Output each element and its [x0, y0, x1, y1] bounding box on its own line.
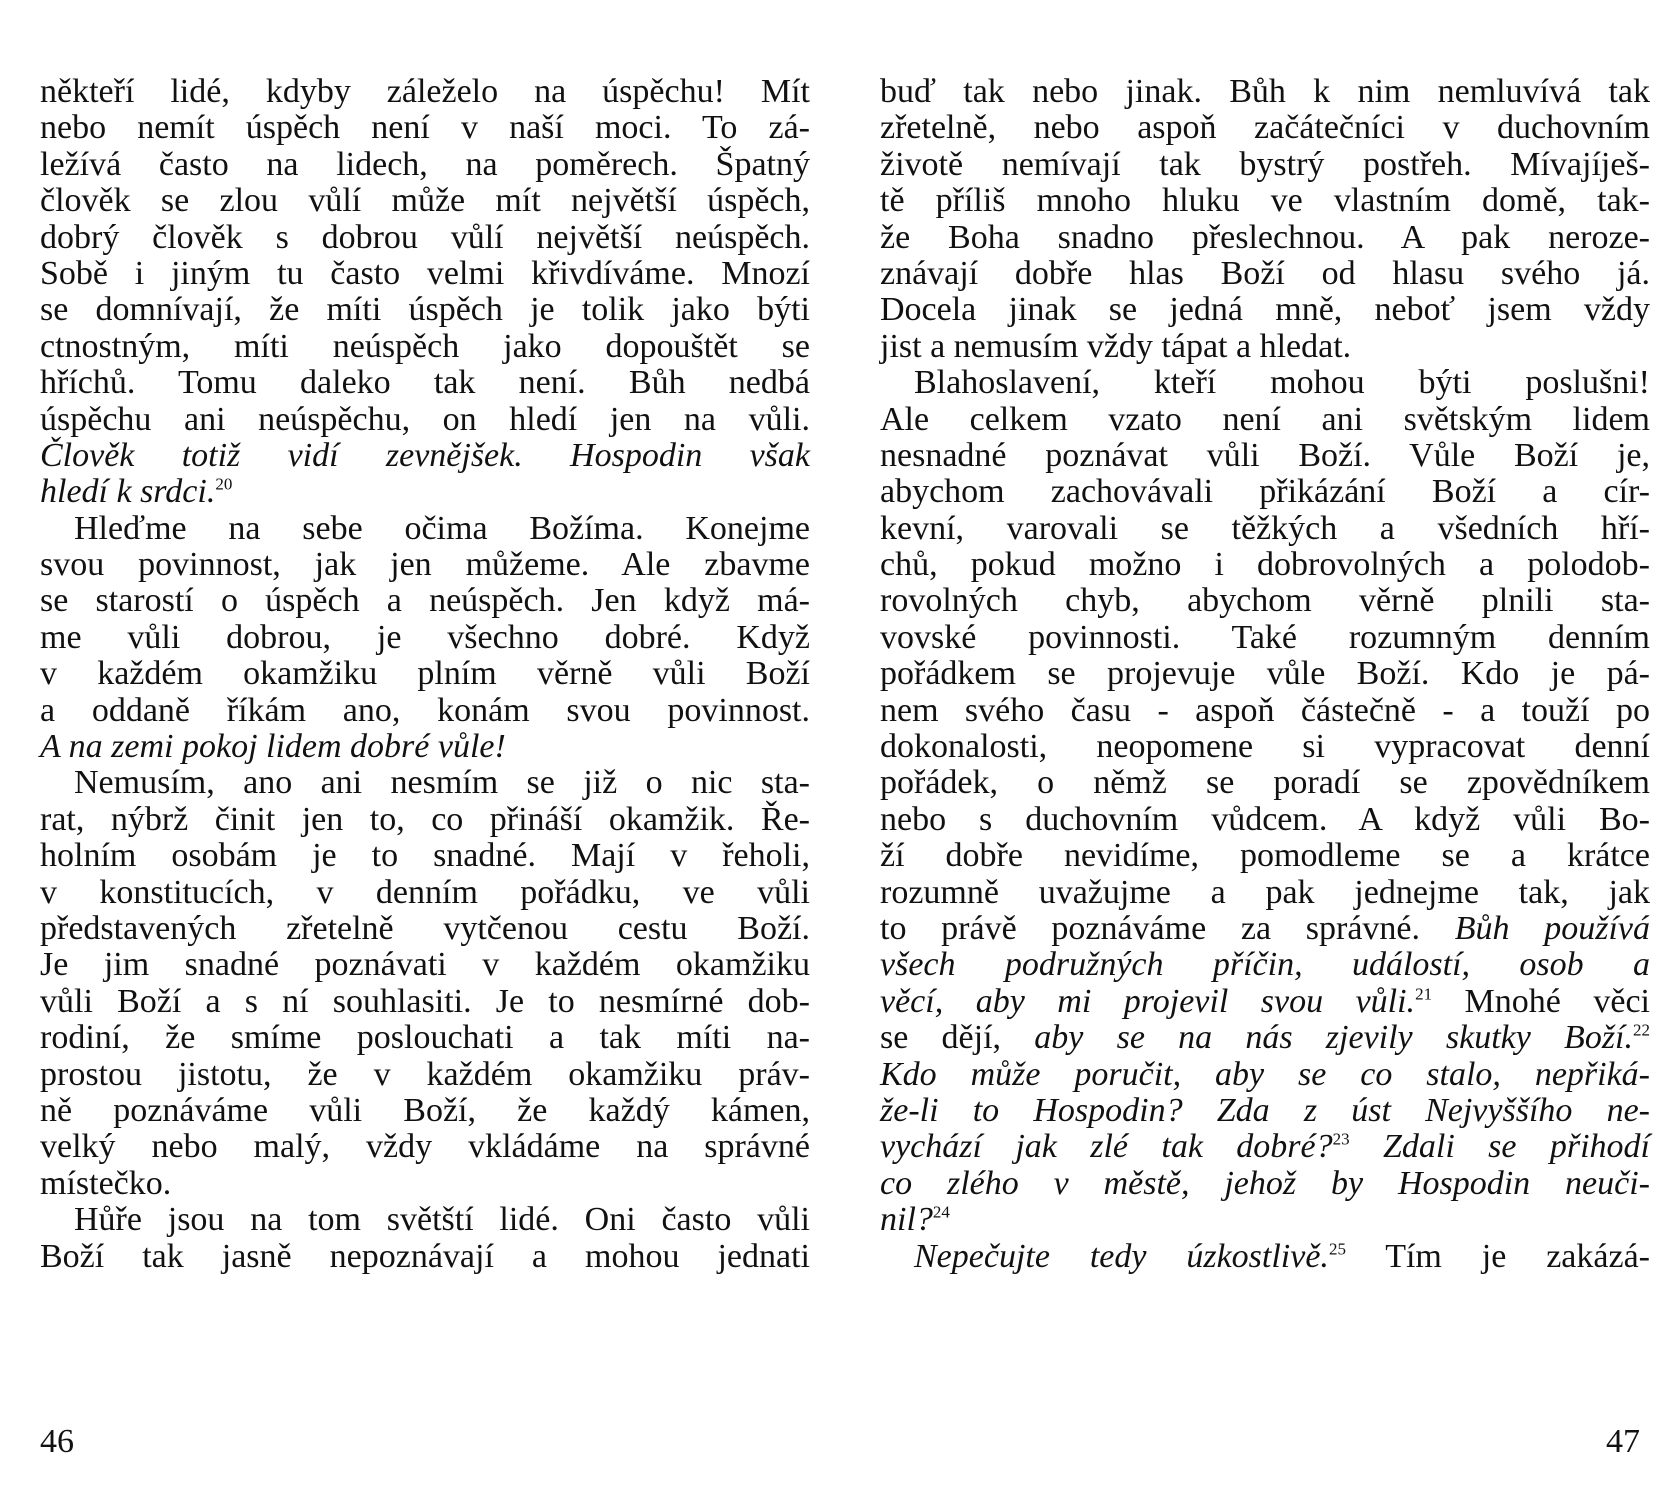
- text-line: [40, 1057, 810, 1093]
- text-segment: rovolných chyb, abychom věrně plnili sta-: [880, 582, 1650, 620]
- text-segment: člověk se zlou vůlí může mít největší úspěch,: [40, 182, 810, 220]
- footnote-marker: 20: [215, 474, 233, 494]
- text-segment: ležívá často na lidech, na poměrech. Špatný: [40, 145, 810, 183]
- text-line: [40, 1093, 810, 1129]
- text-segment: a oddaně říkám ano, konám svou povinnost.: [40, 691, 810, 729]
- text-line: [880, 1202, 1650, 1238]
- text-line: [40, 256, 810, 292]
- text-line: [880, 765, 1650, 801]
- text-segment: Sobě i jiným tu často velmi křivdíváme. Mnozí: [40, 254, 810, 292]
- text-line: [880, 729, 1650, 765]
- text-segment: Člověk totiž vidí zevnějšek. Hospodin však: [40, 436, 810, 474]
- left-page-text: [40, 74, 810, 1275]
- text-segment: kevní, varovali se těžkých a všedních hří-: [880, 509, 1650, 547]
- text-segment: velký nebo malý, vždy vkládáme na správné: [40, 1128, 810, 1166]
- text-line: [880, 838, 1650, 874]
- text-line: [40, 74, 810, 110]
- text-segment: prostou jistotu, že v každém okamžiku práv-: [40, 1055, 810, 1093]
- text-segment: nil?: [880, 1201, 933, 1239]
- text-line: [880, 292, 1650, 328]
- text-line: [880, 1129, 1650, 1165]
- text-line: [40, 947, 810, 983]
- text-line: [880, 547, 1650, 583]
- text-segment: Blahoslavení, kteří mohou býti poslušni!: [914, 364, 1650, 402]
- text-segment: se domnívají, že míti úspěch je tolik jako býti: [40, 291, 810, 329]
- footnote-marker: 21: [1415, 984, 1433, 1004]
- text-segment: se starostí o úspěch a neúspěch. Jen když má-: [40, 582, 810, 620]
- text-segment: jist a nemusím vždy tápat a hledat.: [880, 327, 1352, 365]
- text-segment: představených zřetelně vytčenou cestu Boží.: [40, 909, 810, 947]
- text-segment: holním osobám je to snadné. Mají v řeholi,: [40, 837, 810, 875]
- text-segment: místečko.: [40, 1164, 172, 1202]
- text-line: [40, 583, 810, 619]
- text-segment: rodiní, že smíme poslouchati a tak míti na-: [40, 1019, 810, 1057]
- text-line: [40, 1166, 810, 1202]
- text-line: [880, 875, 1650, 911]
- text-line: [40, 875, 810, 911]
- page-number-left: 46: [40, 1423, 74, 1460]
- left-page: [40, 60, 810, 1480]
- text-line: [40, 220, 810, 256]
- text-segment: Ale celkem vzato není ani světským lidem: [880, 400, 1650, 438]
- text-segment: ží dobře nevidíme, pomodleme se a krátce: [880, 837, 1650, 875]
- text-segment: aby se na nás zjevily skutky Boží.: [1034, 1019, 1633, 1057]
- text-line: [40, 365, 810, 401]
- text-segment: me vůli dobrou, je všechno dobré. Když: [40, 618, 810, 656]
- text-line: [40, 110, 810, 146]
- text-segment: abychom zachovávali přikázání Boží a cír-: [880, 473, 1650, 511]
- text-line: [40, 402, 810, 438]
- text-segment: nebo nemít úspěch není v naší moci. To zá-: [40, 109, 810, 147]
- text-segment: vovské povinnosti. Také rozumným denním: [880, 618, 1650, 656]
- text-line: [880, 1057, 1650, 1093]
- text-segment: Kdo může poručit, aby se co stalo, nepřiká-: [880, 1055, 1650, 1093]
- text-line: [40, 984, 810, 1020]
- text-line: [40, 329, 810, 365]
- text-line: [40, 693, 810, 729]
- footnote-marker: 24: [932, 1202, 950, 1222]
- text-line: [40, 729, 810, 765]
- text-segment: hříchů. Tomu daleko tak není. Bůh nedbá: [40, 364, 810, 402]
- text-line: [880, 474, 1650, 510]
- text-segment: chů, pokud možno i dobrovolných a polodob-: [880, 546, 1650, 584]
- text-line: [40, 656, 810, 692]
- text-segment: věcí, aby mi projevil svou vůli.: [880, 982, 1416, 1020]
- text-segment: ně poznáváme vůli Boží, že každý kámen,: [40, 1091, 810, 1129]
- text-line: [880, 984, 1650, 1020]
- text-line: [880, 402, 1650, 438]
- text-segment: co zlého v městě, jehož by Hospodin neuči-: [880, 1164, 1650, 1202]
- text-line: [880, 1093, 1650, 1129]
- text-line: [880, 947, 1650, 983]
- text-line: [40, 1020, 810, 1056]
- text-line: [880, 802, 1650, 838]
- text-segment: všech podružných příčin, událostí, osob a: [880, 946, 1650, 984]
- text-line: [40, 147, 810, 183]
- text-segment: hledí k srdci.: [40, 473, 216, 511]
- text-segment: Docela jinak se jedná mně, neboť jsem vždy: [880, 291, 1650, 329]
- text-line: [40, 620, 810, 656]
- text-segment: se dějí,: [880, 1019, 1035, 1057]
- text-line: [880, 365, 1650, 401]
- right-page-text: [880, 74, 1650, 1275]
- text-line: [880, 220, 1650, 256]
- text-line: [40, 511, 810, 547]
- text-line: [880, 583, 1650, 619]
- text-segment: Nemusím, ano ani nesmím se již o nic sta-: [74, 764, 810, 802]
- text-segment: tě příliš mnoho hluku ve vlastním domě, tak-: [880, 182, 1650, 220]
- text-segment: znávají dobře hlas Boží od hlasu svého já.: [880, 254, 1650, 292]
- text-line: [880, 1020, 1650, 1056]
- text-segment: buď tak nebo jinak. Bůh k nim nemluvívá tak: [880, 73, 1650, 110]
- text-line: [880, 438, 1650, 474]
- text-segment: rat, nýbrž činit jen to, co přináší okamžik. Ře-: [40, 800, 810, 838]
- text-segment: v každém okamžiku plním věrně vůli Boží: [40, 655, 810, 693]
- text-line: [880, 147, 1650, 183]
- footnote-marker: 22: [1633, 1020, 1650, 1040]
- text-line: [40, 802, 810, 838]
- text-line: [40, 1129, 810, 1165]
- text-line: [40, 438, 810, 474]
- text-line: [880, 656, 1650, 692]
- text-line: [880, 110, 1650, 146]
- text-segment: Hleďme na sebe očima Božíma. Konejme: [74, 509, 810, 547]
- text-segment: úspěchu ani neúspěchu, on hledí jen na vůli.: [40, 400, 810, 438]
- footnote-marker: 25: [1328, 1239, 1346, 1259]
- text-line: [880, 511, 1650, 547]
- text-line: [40, 183, 810, 219]
- text-segment: Mnohé věci: [1432, 982, 1650, 1020]
- text-segment: Hůře jsou na tom světští lidé. Oni často vůli: [74, 1201, 810, 1239]
- text-segment: Nepečujte tedy úzkostlivě.: [914, 1237, 1329, 1275]
- page-number-right: 47: [1606, 1423, 1640, 1460]
- text-segment: že-li to Hospodin? Zda z úst Nejvyššího ne-: [880, 1091, 1650, 1129]
- text-line: [880, 74, 1650, 110]
- text-segment: dobrý člověk s dobrou vůlí největší neúspěch.: [40, 218, 810, 256]
- text-line: [880, 693, 1650, 729]
- text-segment: nem svého času - aspoň částečně - a touží po: [880, 691, 1650, 729]
- text-line: [40, 474, 810, 510]
- text-segment: pořádkem se projevuje vůle Boží. Kdo je pá-: [880, 655, 1650, 693]
- text-segment: zřetelně, nebo aspoň začátečníci v duchovním: [880, 109, 1650, 147]
- text-line: [40, 292, 810, 328]
- text-segment: Zdali se přihodí: [1349, 1128, 1650, 1166]
- text-line: [40, 765, 810, 801]
- text-segment: to právě poznáváme za správné.: [880, 909, 1455, 947]
- text-segment: Bůh používá: [1454, 909, 1650, 947]
- footnote-marker: 23: [1332, 1130, 1350, 1149]
- text-segment: nesnadné poznávat vůli Boží. Vůle Boží je,: [880, 436, 1650, 474]
- text-line: [880, 183, 1650, 219]
- text-line: [880, 1239, 1650, 1275]
- text-segment: někteří lidé, kdyby záleželo na úspěchu! Mít: [40, 73, 810, 110]
- text-segment: v konstitucích, v denním pořádku, ve vůli: [40, 873, 810, 911]
- text-line: [40, 838, 810, 874]
- right-page: [880, 60, 1650, 1480]
- text-line: [40, 1202, 810, 1238]
- text-segment: vychází jak zlé tak dobré?: [880, 1128, 1333, 1166]
- text-segment: A na zemi pokoj lidem dobré vůle!: [40, 728, 506, 766]
- text-line: [880, 329, 1650, 365]
- text-line: [880, 256, 1650, 292]
- text-line: [40, 547, 810, 583]
- text-segment: vůli Boží a s ní souhlasiti. Je to nesmírné dob-: [40, 982, 810, 1020]
- text-segment: že Boha snadno přeslechnou. A pak neroze-: [880, 218, 1650, 256]
- text-segment: životě nemívají tak bystrý postřeh. Mívajíješ-: [880, 145, 1650, 183]
- text-segment: svou povinnost, jak jen můžeme. Ale zbavme: [40, 546, 810, 584]
- text-line: [880, 911, 1650, 947]
- text-segment: Tím je zakázá-: [1345, 1237, 1650, 1275]
- text-segment: dokonalosti, neopomene si vypracovat denní: [880, 728, 1650, 766]
- text-segment: rozumně uvažujme a pak jednejme tak, jak: [880, 873, 1650, 911]
- text-line: [880, 620, 1650, 656]
- text-segment: Boží tak jasně nepoznávají a mohou jednati: [40, 1237, 810, 1275]
- text-segment: nebo s duchovním vůdcem. A když vůli Bo-: [880, 800, 1650, 838]
- text-segment: Je jim snadné poznávati v každém okamžiku: [40, 946, 810, 984]
- text-segment: ctnostným, míti neúspěch jako dopouštět se: [40, 327, 810, 365]
- text-line: [880, 1166, 1650, 1202]
- text-line: [40, 911, 810, 947]
- text-segment: pořádek, o němž se poradí se zpovědníkem: [880, 764, 1650, 802]
- text-line: [40, 1239, 810, 1275]
